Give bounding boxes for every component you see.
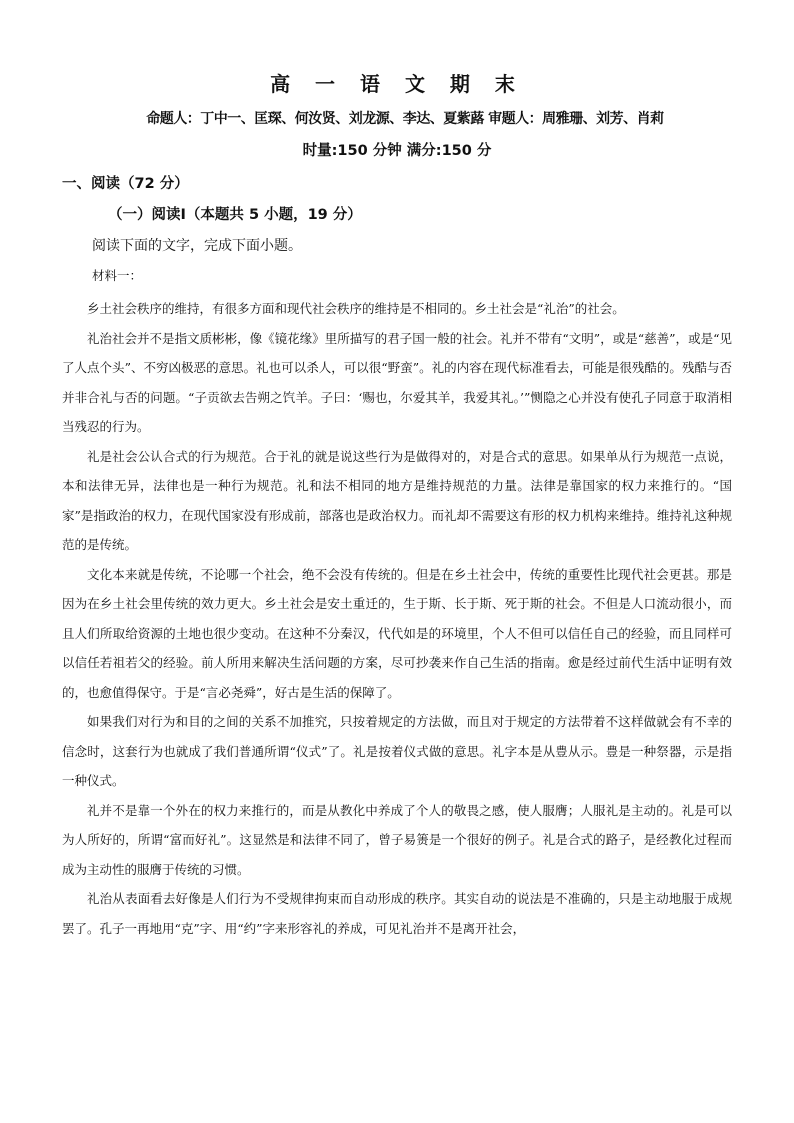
page-title: 高 一 语 文 期 末 xyxy=(270,72,524,96)
time-score-line: 时量:150 分钟 满分:150 分 xyxy=(302,143,492,159)
instruction-text: 阅读下面的文字，完成下面小题。 xyxy=(92,238,302,254)
paragraph: 如果我们对行为和目的之间的关系不加推究，只按着规定的方法做，而且对于规定的方法带着不这样做就会有不幸的信念时，这套行为也就成了我们普通所谓“仪式”了。礼是按着仪式做的意思。礼字本是从豊从示。豊是一种祭器，示是指一种仪式。 xyxy=(62,714,732,788)
authors-line: 命题人：丁中一、匡琛、何汝贤、刘龙源、李达、夏紫蕗 审题人：周雅珊、刘芳、肖莉 xyxy=(146,111,664,127)
material-label: 材料一： xyxy=(92,268,143,283)
paragraph: 礼治从表面看去好像是人们行为不受规律拘束而自动形成的秩序。其实自动的说法是不准确的，只是主动地服于成规罢了。孔子一再地用“克”字、用“约”字来形容礼的养成，可见礼治并不是离开社会， xyxy=(62,891,732,936)
paragraph: 文化本来就是传统，不论哪一个社会，绝不会没有传统的。但是在乡土社会中，传统的重要性比现代社会更甚。那是因为在乡土社会里传统的效力更大。乡土社会是安土重迁的，生于斯、长于斯、死于斯的社会。不但是人口流动很小，而且人们所取给资源的土地也很少变动。在这种不分秦汉，代代如是的环境里，个人不但可以信任自己的经验，而且同样可以信任若祖若父的经验。前人所用来解决生活问题的方案，尽可抄袭来作自己生活的指南。愈是经过前代生活中证明有效的，也愈值得保守。于是“言必尧舜”，好古是生活的保障了。 xyxy=(62,566,732,700)
subsection-heading: （一）阅读Ⅰ（本题共 5 小题，19 分） xyxy=(108,207,362,223)
passage-body xyxy=(62,294,732,943)
section-heading: 一、阅读（72 分） xyxy=(62,176,189,192)
paragraph: 礼并不是靠一个外在的权力来推行的，而是从教化中养成了个人的敬畏之感，使人服膺；人服礼是主动的。礼是可以为人所好的，所谓“富而好礼”。这显然是和法律不同了，曾子易箦是一个很好的例子。礼是合式的路子，是经教化过程而成为主动性的服膺于传统的习惯。 xyxy=(62,802,732,877)
paragraph: 礼治社会并不是指文质彬彬，像《镜花缘》里所描写的君子国一般的社会。礼并不带有“文明”，或是“慈善”，或是“见了人点个头”、不穷凶极恶的意思。礼也可以杀人，可以很“野蛮”。礼的内容在现代标准看去，可能是很残酷的。残酷与否并非合礼与否的问题。“子贡欲去告朔之饩羊。子曰：‘赐也，尔爱其羊，我爱其礼。’”恻隐之心并没有使孔子同意于取消相当残忍的行为。 xyxy=(62,330,732,434)
paragraph: 乡土社会秩序的维持，有很多方面和现代社会秩序的维持是不相同的。乡土社会是“礼治”的社会。 xyxy=(87,301,625,316)
paragraph: 礼是社会公认合式的行为规范。合于礼的就是说这些行为是做得对的，对是合式的意思。如果单从行为规范一点说，本和法律无异，法律也是一种行为规范。礼和法不相同的地方是维持规范的力量。法律是靠国家的权力来推行的。“国家”是指政治的权力，在现代国家没有形成前，部落也是政治权力。而礼却不需要这有形的权力机构来维持。维持礼这种规范的是传统。 xyxy=(62,448,732,552)
